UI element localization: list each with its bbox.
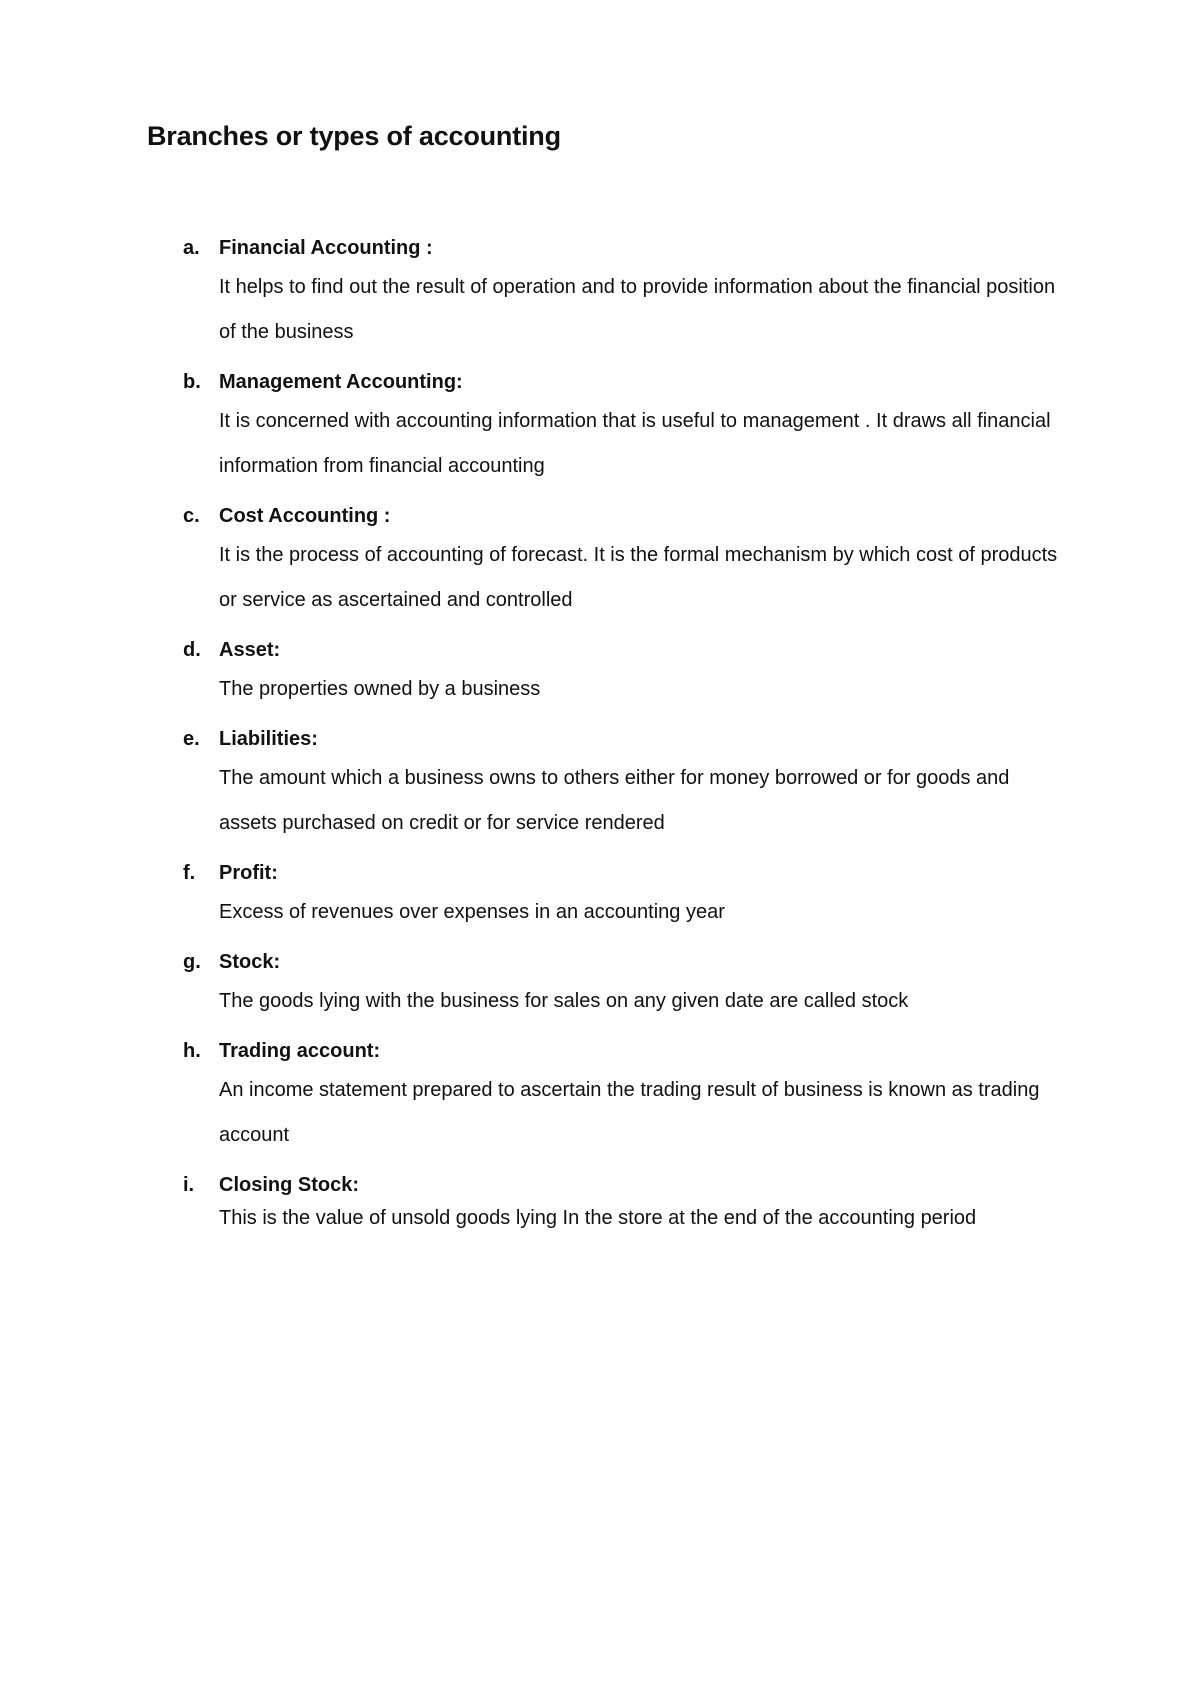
term-heading: Stock: bbox=[219, 951, 281, 973]
list-marker: f. bbox=[183, 862, 196, 884]
list-marker: b. bbox=[183, 371, 201, 393]
term-definition: It is concerned with accounting information that is useful to management . It draws all financial information from financial accounting bbox=[219, 410, 1051, 477]
term-heading: Profit: bbox=[219, 862, 278, 884]
term-heading: Management Accounting: bbox=[219, 371, 463, 393]
list-marker: d. bbox=[183, 639, 201, 661]
document-title: Branches or types of accounting bbox=[147, 121, 561, 151]
list-marker: h. bbox=[183, 1040, 201, 1062]
term-heading: Asset: bbox=[219, 639, 281, 661]
term-definition: It is the process of accounting of forecast. It is the formal mechanism by which cost of products or service as ascertained and controlled bbox=[219, 544, 1058, 611]
list-marker: g. bbox=[183, 951, 201, 973]
term-heading: Trading account: bbox=[219, 1040, 381, 1062]
list-marker: a. bbox=[183, 237, 200, 259]
term-heading: Closing Stock: bbox=[219, 1174, 360, 1196]
term-heading: Financial Accounting : bbox=[219, 237, 433, 259]
term-definition: The properties owned by a business bbox=[219, 678, 541, 700]
term-heading: Liabilities: bbox=[219, 728, 318, 750]
term-definition: Excess of revenues over expenses in an accounting year bbox=[219, 901, 725, 923]
term-definition: This is the value of unsold goods lying In the store at the end of the accounting period bbox=[219, 1207, 977, 1229]
term-definition: The goods lying with the business for sales on any given date are called stock bbox=[219, 990, 909, 1012]
list-marker: c. bbox=[183, 505, 200, 527]
term-definition: An income statement prepared to ascertain the trading result of business is known as trading account bbox=[219, 1079, 1040, 1146]
term-definition: It helps to find out the result of operation and to provide information about the financial position of the business bbox=[219, 276, 1056, 343]
term-heading: Cost Accounting : bbox=[219, 505, 391, 527]
term-definition: The amount which a business owns to others either for money borrowed or for goods and assets purchased on credit or for service rendered bbox=[219, 767, 1010, 834]
list-marker: e. bbox=[183, 728, 200, 750]
list-marker: i. bbox=[183, 1174, 195, 1196]
